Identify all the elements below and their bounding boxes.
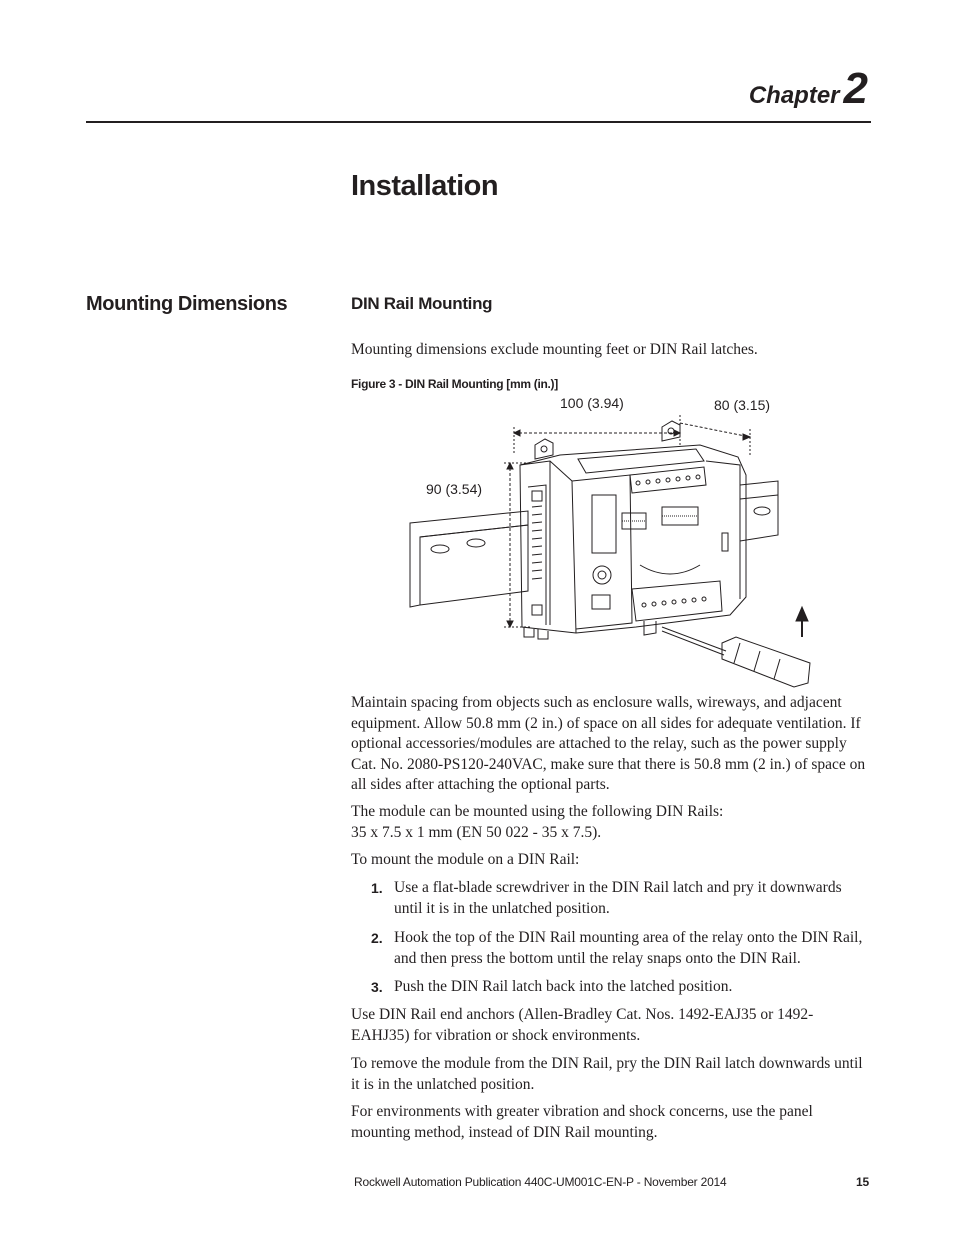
din-rail-mounting-figure [400,415,820,695]
section-heading: Mounting Dimensions [86,293,288,315]
width-dimension-label: 100 (3.94) [560,395,624,411]
depth-dimension-label: 80 (3.15) [714,397,771,413]
height-dimension-label: 90 (3.54) [426,481,483,497]
page-title: Installation [351,170,499,202]
subsection-heading: DIN Rail Mounting [351,294,493,313]
step-text: Push the DIN Rail latch back into the latched position. [394,978,733,995]
list-item [351,928,871,969]
chapter-number: 2 [843,64,868,113]
page-number: 15 [856,1175,869,1189]
remove-paragraph: To remove the module from the DIN Rail, pry the DIN Rail latch downwards until it is in the unlatched position. [351,1055,863,1093]
din-rails-line-1: The module can be mounted using the following DIN Rails: [351,803,724,820]
din-rail [410,481,778,607]
height-dimension-line [504,463,530,627]
step-number: 1. [371,880,383,896]
screwdriver-icon [662,627,810,687]
figure-caption: Figure 3 - DIN Rail Mounting [mm (in.)] [351,377,558,391]
to-mount-paragraph: To mount the module on a DIN Rail: [351,851,580,868]
step-number: 2. [371,930,383,946]
vent-slots [532,506,542,579]
din-rails-line-2: 35 x 7.5 x 1 mm (EN 50 022 - 35 x 7.5). [351,823,602,841]
footer-publication: Rockwell Automation Publication 440C-UM001C-EN-P - November 2014 [354,1175,727,1189]
intro-paragraph: Mounting dimensions exclude mounting feet or DIN Rail latches. [351,341,758,358]
step-text: Hook the top of the DIN Rail mounting area of the relay onto the DIN Rail, and then press the bottom until the relay snaps onto the DIN Rail. [394,929,863,967]
list-item [351,878,871,919]
terminal-screws-top [636,475,700,485]
chapter-word: Chapter [748,82,840,109]
push-up-arrow-icon [796,607,808,637]
spacing-paragraph: Maintain spacing from objects such as enclosure walls, wireways, and adjacent equipment. Allow 50.8 mm (2 in.) of space on all sides for adequate ventilation. If optional accessories/modules are attached to the relay, such as the power supply Cat. No. 2080-PS120-240VAC, make sure that there is 50.8 mm (2 in.) of space on all sides after attaching the optional parts. [351,694,866,793]
step-text: Use a flat-blade screwdriver in the DIN Rail latch and pry it downwards until it is in the unlatched position. [394,879,842,917]
chapter-label [749,64,868,114]
relay-module [520,421,746,639]
width-dimension-line [514,415,680,455]
panel-paragraph: For environments with greater vibration and shock concerns, use the panel mounting method, instead of DIN Rail mounting. [351,1103,813,1141]
step-number: 3. [371,979,383,995]
header-rule [86,121,871,123]
din-rails-paragraph [351,802,871,843]
list-item [351,977,871,998]
anchors-paragraph: Use DIN Rail end anchors (Allen-Bradley Cat. Nos. 1492-EAJ35 or 1492-EAHJ35) for vibration or shock environments. [351,1006,814,1044]
terminal-screws-bottom [642,597,706,607]
